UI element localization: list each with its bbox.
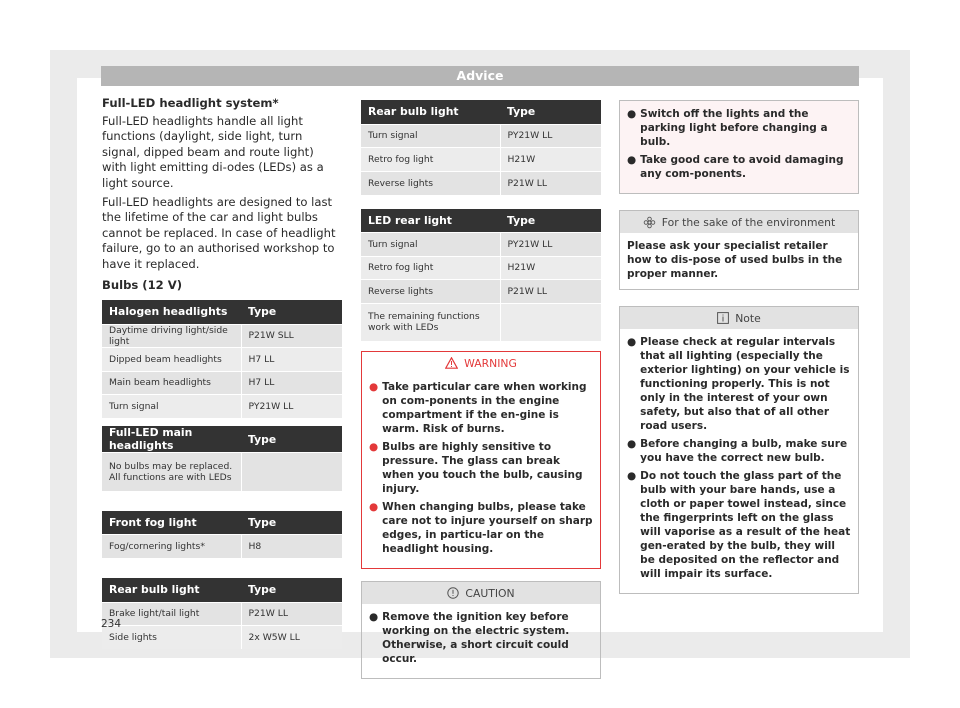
- list-item: [369, 440, 594, 496]
- full-led-paragraph-2: Full-LED headlights are designed to last the lifetime of the car and light bulbs cannot be replaced. In case of headlight failure, go to an authorised workshop to have it replaced.: [102, 195, 336, 271]
- warning-triangle-icon: [445, 357, 458, 369]
- caution-box: [361, 581, 601, 679]
- table-cell: [500, 303, 601, 341]
- bullet-dot: ●: [369, 501, 379, 513]
- note-title: Note: [735, 311, 761, 325]
- front-fog-light-table: [102, 511, 342, 559]
- list-item: [627, 335, 852, 433]
- table-row: [361, 303, 601, 341]
- table-header: Type: [241, 300, 342, 324]
- warning-item-text: Take particular care when working on com-ponents in the engine compartment if the en-gine is warm. Risk of burns.: [382, 381, 587, 435]
- table-cell: Retro fog light: [361, 256, 500, 280]
- table-cell: Reverse lights: [361, 171, 500, 195]
- table-header: Type: [241, 578, 342, 602]
- table-cell: PY21W LL: [241, 395, 342, 419]
- note-item-text: Please check at regular intervals that all lighting (especially the exterior lighting) on your vehicle is functioning properly. This is not only in the interest of your own safety, but also that of all other road users.: [640, 336, 850, 432]
- list-item: [369, 500, 594, 556]
- table-row: [361, 280, 601, 304]
- flower-icon: [643, 216, 656, 229]
- table-cell: PY21W LL: [500, 124, 601, 148]
- table-row: [361, 256, 601, 280]
- list-item: [627, 153, 852, 181]
- table-row: [102, 324, 342, 348]
- list-item: [627, 469, 852, 581]
- table-cell: Fog/cornering lights*: [102, 535, 241, 559]
- note-item-text: Before changing a bulb, make sure you have the correct new bulb.: [640, 438, 848, 464]
- table-header: LED rear light: [361, 209, 500, 233]
- table-row: [361, 124, 601, 148]
- section-header: Advice: [101, 66, 859, 86]
- table-cell: Dipped beam headlights: [102, 348, 241, 372]
- list-item: [627, 437, 852, 465]
- note-box: [619, 306, 859, 594]
- table-cell: H21W: [500, 256, 601, 280]
- bullet-dot: ●: [627, 154, 637, 166]
- warning-item-text: When changing bulbs, please take care not to injure yourself on sharp edges, in particu-lar on the headlight housing.: [382, 501, 593, 555]
- table-row: [102, 348, 342, 372]
- table-header: Type: [241, 426, 342, 453]
- bullet-dot: ●: [369, 611, 379, 623]
- rear-bulb-light-table-1: [102, 578, 342, 649]
- table-row: [361, 148, 601, 172]
- table-header: Rear bulb light: [361, 100, 500, 124]
- full-led-paragraph-1: Full-LED headlights handle all light functions (daylight, side light, turn signal, dipped beam and route light) with light emitting di-odes (LEDs) as a light source.: [102, 114, 324, 190]
- warning-continuation-box: [619, 100, 859, 194]
- bulbs-heading: Bulbs (12 V): [102, 278, 183, 293]
- list-item: [369, 380, 594, 436]
- caution-body: [362, 604, 600, 678]
- rear-bulb-light-table-2: [361, 100, 601, 195]
- table-header: Rear bulb light: [102, 578, 241, 602]
- full-led-heading: Full-LED headlight system*: [102, 96, 279, 110]
- column-right: [619, 100, 859, 606]
- table-cell: P21W LL: [500, 171, 601, 195]
- table-cell: Turn signal: [361, 233, 500, 257]
- pink-item-text: Take good care to avoid damaging any com-ponents.: [640, 154, 844, 180]
- table-cell: H8: [241, 535, 342, 559]
- list-item: [627, 107, 852, 149]
- full-led-main-headlights-table: [102, 426, 342, 491]
- table-header-row: [102, 511, 342, 535]
- table-header: Type: [241, 511, 342, 535]
- table-header-row: [361, 100, 601, 124]
- table-cell: Brake light/tail light: [102, 602, 241, 626]
- table-cell: Turn signal: [361, 124, 500, 148]
- table-cell: H7 LL: [241, 371, 342, 395]
- table-row: [102, 535, 342, 559]
- column-middle: [361, 100, 601, 691]
- table-row: [102, 453, 342, 491]
- table-cell: H7 LL: [241, 348, 342, 372]
- table-cell: P21W SLL: [241, 324, 342, 348]
- note-body: [620, 329, 858, 593]
- led-rear-light-table: [361, 209, 601, 342]
- table-header: Type: [500, 209, 601, 233]
- caution-header: [362, 582, 600, 604]
- table-cell: Main beam headlights: [102, 371, 241, 395]
- table-cell: P21W LL: [241, 602, 342, 626]
- table-row: [361, 171, 601, 195]
- table-cell: P21W LL: [500, 280, 601, 304]
- warning-item-text: Bulbs are highly sensitive to pressure. The glass can break when you touch the bulb, causing injury.: [382, 441, 583, 495]
- environment-box: [619, 210, 859, 290]
- table-row: [102, 602, 342, 626]
- table-cell: The remaining functions work with LEDs: [361, 303, 500, 341]
- note-item-text: Do not touch the glass part of the bulb with your bare hands, use a cloth or paper towel instead, since the fingerprints left on the glass will vaporise as a result of the heat gen-erated by the bulb, they will be deposited on the reflector and will impair its surface.: [640, 470, 851, 580]
- table-cell: PY21W LL: [500, 233, 601, 257]
- column-left: [102, 96, 342, 657]
- environment-header: [620, 211, 858, 233]
- halogen-headlights-table: [102, 300, 342, 418]
- environment-title: For the sake of the environment: [661, 215, 836, 229]
- caution-item-text: Remove the ignition key before working on the electric system. Otherwise, a short circuit could occur.: [382, 611, 570, 665]
- table-cell: [241, 453, 342, 491]
- table-cell: Reverse lights: [361, 280, 500, 304]
- table-row: [102, 395, 342, 419]
- warning-body: [362, 374, 600, 568]
- table-row: [102, 626, 342, 650]
- table-header: Full-LED main headlights: [102, 426, 241, 453]
- bullet-dot: ●: [627, 438, 637, 450]
- caution-title: CAUTION: [465, 586, 515, 600]
- table-header: Front fog light: [102, 511, 241, 535]
- table-row: [102, 371, 342, 395]
- bullet-dot: ●: [627, 336, 637, 348]
- table-header-row: [102, 578, 342, 602]
- table-cell: H21W: [500, 148, 601, 172]
- warning-title: WARNING: [464, 356, 517, 370]
- table-cell: Side lights: [102, 626, 241, 650]
- info-icon: [717, 312, 729, 324]
- table-cell: Daytime driving light/side light: [102, 324, 241, 348]
- bullet-dot: ●: [369, 381, 379, 393]
- bullet-dot: ●: [627, 108, 637, 120]
- table-header-row: [361, 209, 601, 233]
- note-header: [620, 307, 858, 329]
- pink-box-body: [620, 101, 858, 193]
- table-cell: 2x W5W LL: [241, 626, 342, 650]
- table-header-row: [102, 300, 342, 324]
- pink-item-text: Switch off the lights and the parking light before changing a bulb.: [640, 108, 828, 148]
- environment-text: Please ask your specialist retailer how to dis-pose of used bulbs in the proper manner.: [627, 240, 843, 280]
- table-header: Halogen headlights: [102, 300, 241, 324]
- table-cell: No bulbs may be replaced. All functions are with LEDs: [102, 453, 241, 491]
- warning-header: [362, 352, 600, 374]
- page-number: 234: [101, 618, 122, 630]
- table-cell: Retro fog light: [361, 148, 500, 172]
- bullet-dot: ●: [627, 470, 637, 482]
- bullet-dot: ●: [369, 441, 379, 453]
- caution-circle-icon: [447, 587, 459, 599]
- warning-box: [361, 351, 601, 569]
- table-cell: Turn signal: [102, 395, 241, 419]
- list-item: [369, 610, 594, 666]
- table-header: Type: [500, 100, 601, 124]
- table-header-row: [102, 426, 342, 453]
- table-row: [361, 233, 601, 257]
